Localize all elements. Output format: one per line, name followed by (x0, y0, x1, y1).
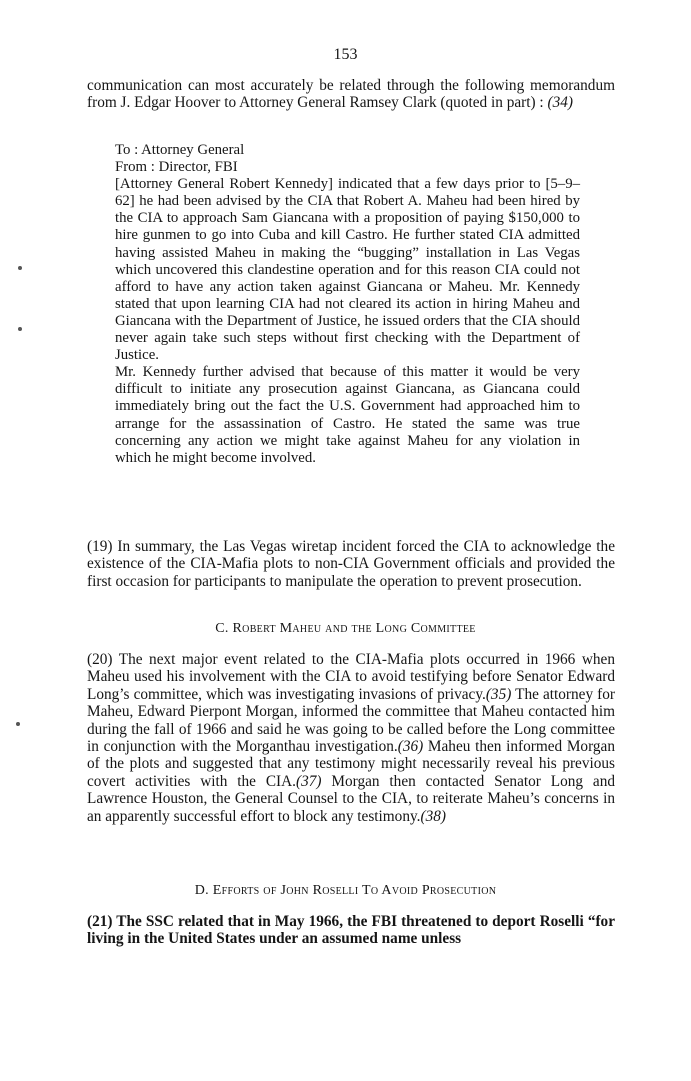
footnote-ref: (36) (397, 738, 424, 756)
footnote-ref: (34) (547, 94, 573, 112)
paragraph-text: Morgan then contacted Senator Long and Lawrence Houston, the General Counsel to the CIA, to reiterate Maheu’s concerns in an apparently successful effort to block any testimony. (87, 772, 615, 825)
memo-paragraph-1: [Attorney General Robert Kennedy] indicated that a few days prior to [5–9–62] he had been advised by the CIA that Robert A. Maheu had been hired by the CIA to approach Sam Giancana with a proposition of paying $150,000 to hire gunmen to go into Cuba and kill Castro. He further stated CIA admitted having assisted Maheu in making the “bugging” installation in Las Vegas which uncovered this clandestine operation and for this reason CIA could not afford to have any action taken against Giancana or Maheu. Mr. Kennedy stated that upon learning CIA had not cleared its action in hiring Maheu and Giancana with the Department of Justice, he issued orders that the CIA should never again take such steps without first checking with the Department of Justice. (115, 176, 580, 364)
paragraph-20 (87, 651, 615, 825)
memo-paragraph-2: Mr. Kennedy further advised that because of this matter it would be very difficult to initiate any prosecution against Giancana, as Giancana could immediately bring out the fact the U.S. Government had approached him to arrange for the assassination of Castro. He stated the same was true concerning any action we might take against Maheu for any violation in which he might become involved. (115, 364, 580, 466)
page-number: 153 (333, 46, 358, 63)
margin-mark (18, 266, 22, 270)
heading-letter: D. (194, 883, 213, 898)
paragraph-19: (19) In summary, the Las Vegas wiretap incident forced the CIA to acknowledge the existence of the CIA-Mafia plots to non-CIA Government officials and provided the first occasion for participants to manipulate the operation to prevent prosecution. (87, 538, 615, 590)
memo-from: From : Director, FBI (115, 159, 238, 176)
intro-paragraph (87, 77, 615, 112)
intro-text: communication can most accurately be related through the following memorandum from J. Edgar Hoover to Attorney General Ramsey Clark (quoted in part) : (87, 77, 615, 112)
memo-to: To : Attorney General (115, 142, 245, 158)
footnote-ref: (37) (296, 772, 322, 790)
heading-letter: C. (215, 621, 233, 636)
heading-text: Efforts of John Roselli To Avoid Prosecution (212, 883, 497, 898)
paragraph-text: (20) The next major event related to the CIA-Mafia plots occurred in 1966 when Maheu used his involvement with the CIA to avoid testifying before Senator Edward Long’s committee, which was investigating invasions of privacy. (87, 651, 615, 703)
footnote-ref: (35) (485, 685, 512, 703)
memo-quote (115, 142, 580, 467)
margin-mark (16, 722, 20, 726)
margin-mark (18, 327, 22, 331)
paragraph-21: (21) The SSC related that in May 1966, the FBI threatened to deport Roselli “for living in the United States under an assumed name unless (87, 913, 615, 948)
footnote-ref: (38) (420, 807, 446, 825)
section-heading-c (0, 621, 691, 637)
heading-text: Robert Maheu and the Long Committee (232, 621, 476, 636)
paragraph-text: The attorney for Maheu, Edward Pierpont Morgan, informed the committee that Maheu contacted him during the fall of 1966 and said he was going to be called before the Long committee in conjunction with the Morganthau investigation. (87, 685, 616, 756)
section-heading-d (0, 883, 691, 899)
paragraph-text: Maheu then informed Morgan of the plots and suggested that any testimony might necessarily reveal his previous covert activities with the CIA. (87, 738, 615, 790)
